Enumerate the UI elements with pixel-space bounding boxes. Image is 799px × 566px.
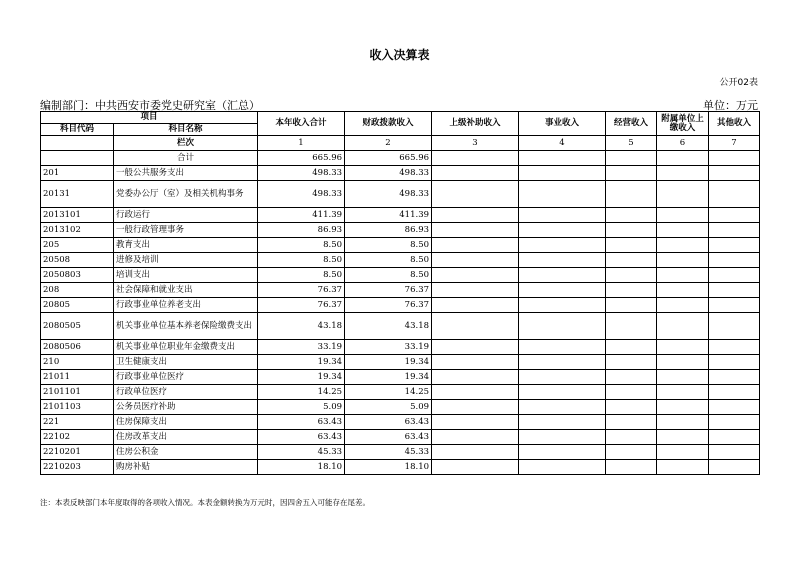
table-row [41,460,760,475]
table-row [41,430,760,445]
col-num: 4 [519,136,606,151]
total-row [41,151,760,166]
empty-cell [606,385,657,400]
row-fiscal: 498.33 [345,166,432,181]
row-fiscal: 19.34 [345,370,432,385]
empty-cell [657,223,709,238]
empty-cell [432,415,519,430]
empty-cell [709,415,760,430]
header-operating: 经营收入 [606,112,657,136]
empty-cell [657,253,709,268]
row-fiscal: 63.43 [345,430,432,445]
empty-cell [709,430,760,445]
row-code: 2013101 [41,208,114,223]
table-row [41,355,760,370]
row-name: 行政运行 [114,208,258,223]
empty-cell [432,181,519,208]
row-code: 2210201 [41,445,114,460]
row-total: 63.43 [258,430,345,445]
empty-cell [432,340,519,355]
row-total: 8.50 [258,268,345,283]
empty-cell [657,445,709,460]
row-code: 221 [41,415,114,430]
row-fiscal: 43.18 [345,313,432,340]
empty-cell [519,385,606,400]
table-row [41,223,760,238]
table-row [41,238,760,253]
row-total: 411.39 [258,208,345,223]
empty-cell [519,253,606,268]
empty-cell [519,223,606,238]
row-code: 201 [41,166,114,181]
empty-cell [519,340,606,355]
empty-cell [657,313,709,340]
row-fiscal: 63.43 [345,415,432,430]
row-name: 党委办公厅（室）及相关机构事务 [114,181,258,208]
empty-cell [606,313,657,340]
row-fiscal: 8.50 [345,268,432,283]
header-item: 项目 [41,112,258,124]
department-label: 编制部门：中共西安市委党史研究室（汇总） [40,99,260,112]
empty-cell [709,460,760,475]
row-name: 公务员医疗补助 [114,400,258,415]
row-name: 进修及培训 [114,253,258,268]
row-code: 2080505 [41,313,114,340]
table-row [41,400,760,415]
empty-cell [709,283,760,298]
row-code: 2050803 [41,268,114,283]
row-name: 行政事业单位医疗 [114,370,258,385]
row-name: 住房公积金 [114,445,258,460]
empty-cell [606,283,657,298]
table-row [41,298,760,313]
header-row-1 [41,112,760,124]
empty-cell [606,355,657,370]
empty-cell [709,268,760,283]
empty-cell [432,223,519,238]
row-code: 20131 [41,181,114,208]
header-affiliated: 附属单位上缴收入 [657,112,709,136]
row-code: 2080506 [41,340,114,355]
row-total: 18.10 [258,460,345,475]
empty-cell [709,385,760,400]
row-name: 行政事业单位养老支出 [114,298,258,313]
empty-cell [657,238,709,253]
row-fiscal: 8.50 [345,238,432,253]
empty-cell [519,181,606,208]
row-code: 2101101 [41,385,114,400]
income-table [40,111,760,475]
row-fiscal: 76.37 [345,283,432,298]
row-total: 14.25 [258,385,345,400]
row-total: 498.33 [258,166,345,181]
empty-cell [606,166,657,181]
empty-cell [657,385,709,400]
row-total: 86.93 [258,223,345,238]
empty-cell [657,166,709,181]
empty-cell [432,430,519,445]
empty-cell [432,385,519,400]
empty-cell [432,400,519,415]
row-total: 45.33 [258,445,345,460]
form-code: 公开02表 [719,78,758,88]
row-fiscal: 86.93 [345,223,432,238]
row-fiscal: 18.10 [345,460,432,475]
empty-cell [606,370,657,385]
empty-cell [657,298,709,313]
empty-cell [519,370,606,385]
col-num: 1 [258,136,345,151]
empty-cell [657,415,709,430]
table-row [41,445,760,460]
row-fiscal: 8.50 [345,253,432,268]
empty-cell [709,400,760,415]
row-name: 培训支出 [114,268,258,283]
empty-cell [519,298,606,313]
empty-cell [519,313,606,340]
col-num: 7 [709,136,760,151]
empty-cell [657,340,709,355]
empty-cell [657,430,709,445]
col-num: 6 [657,136,709,151]
row-code: 208 [41,283,114,298]
empty-cell [657,400,709,415]
row-total: 76.37 [258,298,345,313]
row-fiscal: 14.25 [345,385,432,400]
header-fiscal: 财政拨款收入 [345,112,432,136]
empty-cell [519,445,606,460]
empty-cell [519,415,606,430]
row-code: 20508 [41,253,114,268]
row-total: 19.34 [258,370,345,385]
empty-cell [432,298,519,313]
empty-cell [432,355,519,370]
header-business: 事业收入 [519,112,606,136]
empty-cell [606,460,657,475]
row-total: 498.33 [258,181,345,208]
empty-cell [432,268,519,283]
row-total: 63.43 [258,415,345,430]
empty-cell [606,208,657,223]
empty-cell [606,268,657,283]
header-subject-name: 科目名称 [114,124,258,136]
header-other: 其他收入 [709,112,760,136]
empty-cell [657,355,709,370]
row-code: 210 [41,355,114,370]
empty-cell [709,181,760,208]
empty-cell [432,313,519,340]
row-total: 76.37 [258,283,345,298]
row-total: 8.50 [258,238,345,253]
row-code: 2101103 [41,400,114,415]
col-num: 2 [345,136,432,151]
row-total: 33.19 [258,340,345,355]
empty-cell [709,355,760,370]
empty-cell [432,370,519,385]
empty-cell [709,313,760,340]
row-fiscal: 19.34 [345,355,432,370]
empty-cell [657,181,709,208]
row-total: 5.09 [258,400,345,415]
empty-cell [606,253,657,268]
row-fiscal: 33.19 [345,340,432,355]
table-row [41,313,760,340]
empty-cell [519,238,606,253]
empty-cell [432,460,519,475]
empty-cell [709,298,760,313]
empty-cell [606,298,657,313]
total-label: 合计 [114,151,258,166]
total-fiscal: 665.96 [345,151,432,166]
table-row [41,370,760,385]
empty-cell [432,166,519,181]
row-name: 购房补贴 [114,460,258,475]
row-code: 21011 [41,370,114,385]
empty-cell [606,181,657,208]
row-code: 20805 [41,298,114,313]
empty-cell [519,283,606,298]
empty-cell [709,223,760,238]
unit-label: 单位：万元 [703,99,758,112]
row-code: 2210203 [41,460,114,475]
row-name: 社会保障和就业支出 [114,283,258,298]
row-total: 43.18 [258,313,345,340]
empty-cell [432,253,519,268]
column-label: 栏次 [114,136,258,151]
empty-cell [657,268,709,283]
empty-cell [657,460,709,475]
row-name: 住房改革支出 [114,430,258,445]
empty-cell [606,340,657,355]
empty-cell [432,283,519,298]
table-row [41,385,760,400]
row-fiscal: 411.39 [345,208,432,223]
empty-cell [657,283,709,298]
table-row [41,268,760,283]
empty-cell [657,370,709,385]
row-code: 22102 [41,430,114,445]
row-total: 19.34 [258,355,345,370]
empty-cell [519,166,606,181]
footnote: 注：本表反映部门本年度取得的各项收入情况。本表金额转换为万元时，因四舍五入可能存在尾差。 [40,498,370,507]
empty-cell [709,208,760,223]
table-row [41,283,760,298]
row-fiscal: 5.09 [345,400,432,415]
table-row [41,340,760,355]
empty-cell [519,430,606,445]
empty-cell [432,445,519,460]
row-name: 一般行政管理事务 [114,223,258,238]
empty-cell [709,340,760,355]
empty-cell [606,445,657,460]
row-fiscal: 45.33 [345,445,432,460]
row-name: 一般公共服务支出 [114,166,258,181]
header-superior: 上级补助收入 [432,112,519,136]
table-row [41,181,760,208]
empty-cell [709,445,760,460]
empty-cell [606,415,657,430]
empty-cell [606,238,657,253]
row-code: 205 [41,238,114,253]
empty-cell [519,400,606,415]
col-num: 5 [606,136,657,151]
empty-cell [519,208,606,223]
empty-cell [519,460,606,475]
row-name: 教育支出 [114,238,258,253]
col-num: 3 [432,136,519,151]
row-name: 机关事业单位职业年金缴费支出 [114,340,258,355]
table-row [41,253,760,268]
table-row [41,208,760,223]
empty-cell [709,253,760,268]
empty-cell [519,268,606,283]
row-name: 住房保障支出 [114,415,258,430]
empty-cell [709,166,760,181]
empty-cell [432,238,519,253]
empty-cell [657,208,709,223]
empty-cell [606,430,657,445]
empty-cell [519,355,606,370]
empty-cell [606,223,657,238]
empty-cell [606,400,657,415]
row-name: 行政单位医疗 [114,385,258,400]
row-code: 2013102 [41,223,114,238]
empty-cell [432,208,519,223]
column-number-row [41,136,760,151]
row-total: 8.50 [258,253,345,268]
row-fiscal: 76.37 [345,298,432,313]
header-total: 本年收入合计 [258,112,345,136]
row-name: 卫生健康支出 [114,355,258,370]
empty-cell [709,370,760,385]
table-row [41,415,760,430]
row-fiscal: 498.33 [345,181,432,208]
empty-cell [709,238,760,253]
row-name: 机关事业单位基本养老保险缴费支出 [114,313,258,340]
table-row [41,166,760,181]
header-subject-code: 科目代码 [41,124,114,136]
report-title: 收入决算表 [369,48,430,62]
total-amount: 665.96 [258,151,345,166]
